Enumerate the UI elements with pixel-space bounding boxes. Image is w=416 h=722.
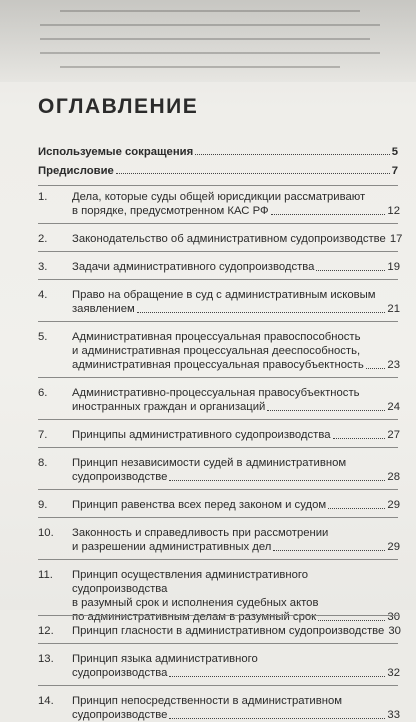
- entry-line: [72, 428, 400, 442]
- toc-front-abbreviations: [38, 146, 398, 158]
- entry-text: Принципы административного судопроизводства: [72, 429, 331, 441]
- entry-number: 10.: [38, 527, 54, 539]
- entry-text: Принцип независимости судей в административном: [72, 457, 347, 469]
- leader-dots: [169, 718, 385, 719]
- entry-line: [72, 358, 400, 372]
- leader-dots: [318, 620, 385, 621]
- entry-text: Принцип осуществления административного судопроизводства: [72, 569, 309, 595]
- entry-number: 9.: [38, 499, 48, 511]
- entry-number: 13.: [38, 653, 54, 665]
- entry-page: 29: [387, 499, 400, 511]
- entry-text: Дела, которые суды общей юрисдикции рассматривают: [72, 191, 366, 203]
- entry-line: [72, 302, 400, 316]
- entry-line: [72, 610, 400, 624]
- preface-page: 7: [391, 165, 398, 177]
- entry-body: [72, 498, 400, 512]
- entry-text: в разумный срок и исполнения судебных актов: [72, 597, 319, 609]
- leader-dots: [267, 410, 385, 411]
- entry-number: 3.: [38, 261, 48, 273]
- separator: [38, 377, 398, 378]
- entry-body: [72, 232, 403, 246]
- entry-text: Законность и справедливость при рассмотрении: [72, 527, 329, 539]
- toc-entry: [38, 456, 400, 484]
- entry-page: 17: [389, 233, 403, 245]
- entry-line: [72, 624, 400, 638]
- entry-text: Право на обращение в суд с административным исковым: [72, 289, 376, 301]
- entry-text: судопроизводстве: [72, 471, 168, 483]
- entry-page: 19: [387, 261, 400, 273]
- entry-page: 28: [387, 471, 400, 483]
- leader-dots: [271, 214, 386, 215]
- entry-body: [72, 330, 400, 372]
- entry-text: Задачи административного судопроизводства: [72, 261, 315, 273]
- leader-dots: [366, 368, 386, 369]
- separator: [38, 615, 398, 616]
- entry-text: судопроизводстве: [72, 709, 168, 721]
- entry-text: иностранных граждан и организаций: [72, 401, 266, 413]
- entry-body: [72, 624, 400, 638]
- entry-line: [72, 204, 400, 218]
- entry-text: Административная процессуальная правоспособность: [72, 331, 361, 343]
- separator: [38, 185, 398, 186]
- abbreviations-page: 5: [391, 146, 398, 158]
- entry-line: [72, 498, 400, 512]
- entry-number: 8.: [38, 457, 48, 469]
- entry-page: 24: [387, 401, 400, 413]
- entry-line: [72, 666, 400, 680]
- entry-page: 33: [387, 709, 400, 721]
- entry-number: 11.: [38, 569, 53, 581]
- entry-text: заявлением: [72, 303, 135, 315]
- separator: [38, 447, 398, 448]
- entry-text: и разрешении административных дел: [72, 541, 272, 553]
- leader-dots: [333, 438, 386, 439]
- entry-text: судопроизводства: [72, 667, 168, 679]
- entry-page: 21: [387, 303, 400, 315]
- entry-number: 2.: [38, 233, 48, 245]
- entry-page: 27: [387, 429, 400, 441]
- entry-line: [72, 232, 403, 246]
- entry-number: 4.: [38, 289, 48, 301]
- toc-entry: [38, 526, 400, 554]
- separator: [38, 251, 398, 252]
- entry-page: 30: [388, 625, 401, 637]
- entry-number: 1.: [38, 191, 48, 203]
- bleed-through-text: [0, 0, 416, 82]
- toc-entry: [38, 568, 400, 623]
- entry-line: [72, 344, 400, 358]
- toc-entry: [38, 652, 400, 680]
- entry-line: [72, 456, 400, 470]
- toc-entry: [38, 624, 400, 638]
- entry-page: 32: [387, 667, 400, 679]
- toc-entry: [38, 386, 400, 414]
- leader-dots: [328, 508, 385, 509]
- entry-number: 14.: [38, 695, 54, 707]
- entry-body: [72, 526, 400, 554]
- entry-body: [72, 694, 400, 722]
- toc-entry: [38, 190, 400, 218]
- abbreviations-label: Используемые сокращения: [38, 146, 194, 158]
- separator: [38, 517, 398, 518]
- leader-dots: [169, 676, 385, 677]
- leader-dots: [116, 173, 390, 174]
- entry-line: [72, 708, 400, 722]
- entry-line: [72, 526, 400, 540]
- leader-dots: [169, 480, 385, 481]
- toc-entry: [38, 330, 400, 372]
- entry-body: [72, 652, 400, 680]
- entry-text: в порядке, предусмотренном КАС РФ: [72, 205, 269, 217]
- separator: [38, 685, 398, 686]
- separator: [38, 419, 398, 420]
- entry-line: [72, 288, 400, 302]
- leader-dots: [137, 312, 386, 313]
- entry-line: [72, 568, 400, 596]
- toc-entry: [38, 428, 400, 442]
- entry-number: 5.: [38, 331, 48, 343]
- entry-line: [72, 386, 400, 400]
- leader-dots: [273, 550, 385, 551]
- entry-text: Административно-процессуальная правосубъектность: [72, 387, 360, 399]
- entry-body: [72, 428, 400, 442]
- toc-entry: [38, 498, 400, 512]
- entry-line: [72, 260, 400, 274]
- entry-page: 23: [387, 359, 400, 371]
- separator: [38, 321, 398, 322]
- leader-dots: [316, 270, 385, 271]
- toc-entry: [38, 232, 403, 246]
- entry-text: Принцип языка административного: [72, 653, 258, 665]
- entry-number: 6.: [38, 387, 48, 399]
- toc-entry: [38, 260, 400, 274]
- toc-title: ОГЛАВЛЕНИЕ: [38, 95, 199, 118]
- entry-line: [72, 596, 400, 610]
- separator: [38, 223, 398, 224]
- separator: [38, 559, 398, 560]
- entry-number: 12.: [38, 625, 54, 637]
- entry-number: 7.: [38, 429, 48, 441]
- separator: [38, 643, 398, 644]
- entry-page: 30: [387, 611, 400, 623]
- entry-text: Принцип равенства всех перед законом и судом: [72, 499, 327, 511]
- entry-body: [72, 456, 400, 484]
- entry-page: 12: [387, 205, 400, 217]
- entry-text: и административная процессуальная дееспособность,: [72, 345, 361, 357]
- entry-text: Законодательство об административном судопроизводстве: [72, 233, 386, 245]
- entry-line: [72, 190, 400, 204]
- separator: [38, 279, 398, 280]
- preface-label: Предисловие: [38, 165, 114, 177]
- entry-line: [72, 540, 400, 554]
- entry-line: [72, 694, 400, 708]
- entry-line: [72, 400, 400, 414]
- entry-text: Принцип гласности в административном судопроизводстве: [72, 625, 385, 637]
- separator: [38, 489, 398, 490]
- entry-line: [72, 470, 400, 484]
- entry-text: по административным делам в разумный срок: [72, 611, 317, 623]
- entry-text: Принцип непосредственности в административном: [72, 695, 343, 707]
- toc-entry: [38, 694, 400, 722]
- entry-page: 29: [387, 541, 400, 553]
- entry-text: административная процессуальная правосубъектность: [72, 359, 364, 371]
- leader-dots: [195, 154, 390, 155]
- entry-body: [72, 260, 400, 274]
- entry-body: [72, 386, 400, 414]
- toc-entry: [38, 288, 400, 316]
- entry-line: [72, 330, 400, 344]
- toc-front-preface: [38, 165, 398, 177]
- entry-body: [72, 288, 400, 316]
- entry-body: [72, 190, 400, 218]
- entry-line: [72, 652, 400, 666]
